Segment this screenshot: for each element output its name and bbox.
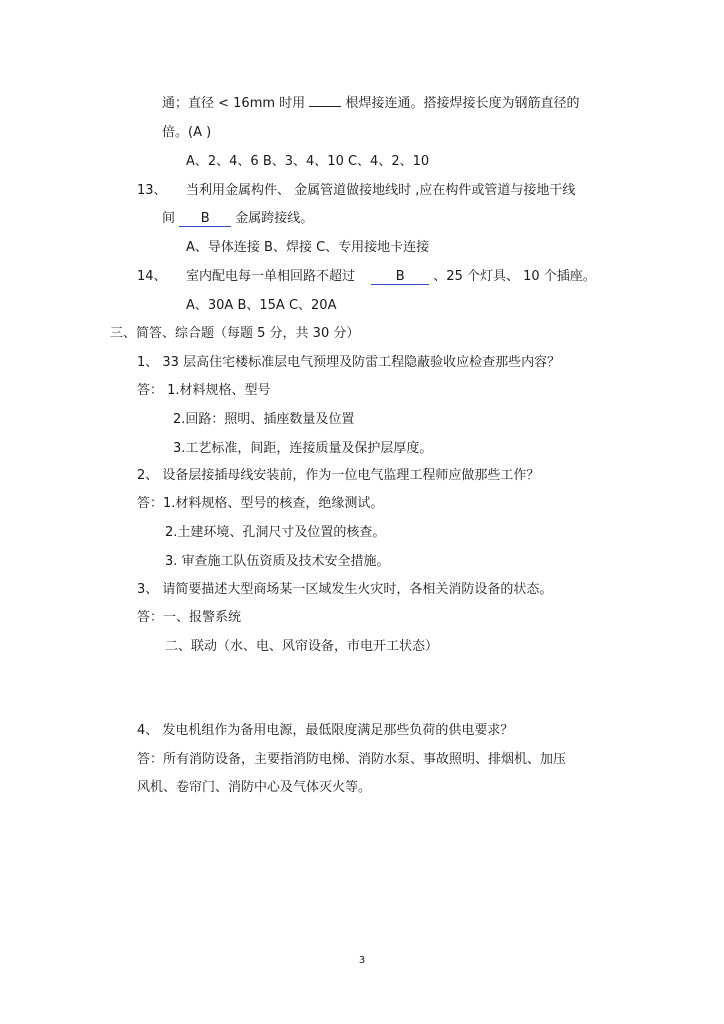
q12-line1	[162, 95, 579, 113]
sq2-question: 2、 设备层接插母线安装前，作为一位电气监理工程师应做那些工作？	[137, 468, 540, 483]
q13-number: 13、	[137, 183, 167, 198]
q12-line1-text-b: 根焊接连通。搭接焊接长度为钢筋直径的	[345, 96, 580, 111]
sq1-answer-line2: 2.回路：照明、插座数量及位置	[173, 412, 355, 427]
q13-text: 当利用金属构件、 金属管道做接地线时 ,应在构件或管道与接地干线	[186, 183, 576, 198]
q13-options: A、导体连接 B、焊接 C、专用接地卡连接	[186, 240, 430, 255]
sq3-answer-line2: 二、联动（水、电、风帘设备，市电开工状态）	[165, 639, 439, 654]
sq2-answer-line2: 2.土建环境、孔洞尺寸及位置的核查。	[165, 525, 386, 540]
sq2-answer-line1: 答：1.材料规格、型号的核查，绝缘测试。	[137, 496, 384, 511]
section-heading: 三、简答、综合题（每题 5 分，共 30 分）	[110, 326, 360, 341]
q12-blank	[309, 106, 341, 107]
sq1-answer-line3: 3.工艺标准，间距，连接质量及保护层厚度。	[173, 441, 433, 456]
q13-line2-text-b: 金属跨接线。	[235, 211, 314, 226]
sq4-question: 4、 发电机组作为备用电源，最低限度满足那些负荷的供电要求？	[137, 723, 514, 738]
sq4-answer-line1: 答：所有消防设备，主要指消防电梯、消防水泵、事故照明、排烟机、加压	[137, 752, 567, 767]
q12-options: A、2、4、6 B、3、4、10 C、4、2、10	[186, 154, 430, 169]
q14-text-b: 、25 个灯具、 10 个插座。	[433, 269, 596, 284]
q14-line	[186, 268, 596, 286]
sq3-answer-line1: 答：一、报警系统	[137, 610, 242, 625]
q12-line2: 倍。(A )	[162, 125, 212, 140]
q14-options: A、30A B、15A C、20A	[186, 298, 337, 313]
q14-number: 14、	[137, 269, 167, 284]
sq3-question: 3、 请简要描述大型商场某一区域发生火灾时，各相关消防设备的状态。	[137, 582, 553, 597]
q14-text-a: 室内配电每一单相回路不超过	[186, 269, 356, 284]
sq4-answer-line2: 风机、卷帘门、消防中心及气体灭火等。	[137, 780, 372, 795]
q13-line2	[162, 210, 313, 228]
q12-line1-text-a: 通；直径 < 16mm 时用	[162, 96, 306, 111]
sq1-question: 1、 33 层高住宅楼标准层电气预埋及防雷工程隐蔽验收应检查那些内容？	[137, 355, 561, 370]
q13-line2-text-a: 间	[162, 211, 176, 226]
sq1-answer-line1: 答： 1.材料规格、型号	[137, 383, 271, 398]
q14-answer-blank: B	[371, 270, 429, 285]
page-number: 3	[358, 955, 366, 966]
sq2-answer-line3: 3. 审查施工队伍资质及技术安全措施。	[165, 554, 390, 569]
q13-answer-blank: B	[179, 212, 231, 227]
